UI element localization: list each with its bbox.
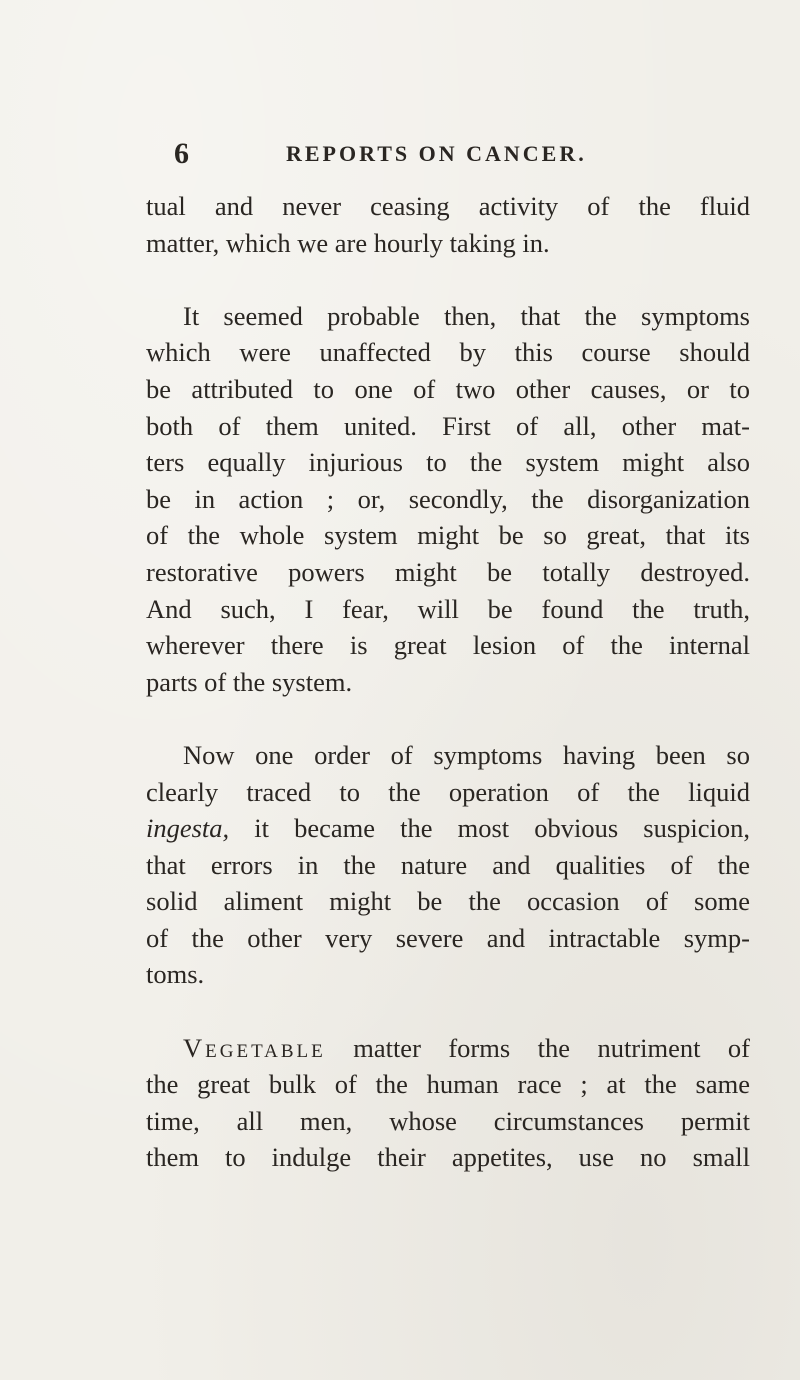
smallcaps-word: Vegetable xyxy=(183,1032,326,1063)
text-line: parts of the system. xyxy=(146,666,353,697)
text-line: ters equally injurious to the system might also xyxy=(146,447,750,478)
text-line: both of them united. First of all, other mat- xyxy=(146,410,750,441)
text-line: It seemed probable then, that the symptoms xyxy=(183,300,750,331)
paragraph-gap xyxy=(146,993,750,1030)
italic-word: ingesta, xyxy=(146,813,230,844)
text-line: Now one order of symptoms having been so xyxy=(183,739,750,770)
text-line xyxy=(146,1030,750,1067)
text-line: And such, I fear, will be found the truth, xyxy=(146,593,750,624)
paragraph-gap xyxy=(146,261,750,298)
text-line: toms. xyxy=(146,959,205,990)
text-line: be in action ; or, secondly, the disorganization xyxy=(146,483,750,514)
text-line: them to indulge their appetites, use no small xyxy=(146,1142,750,1173)
text-fragment: it became the most obvious suspicion, xyxy=(229,813,750,844)
text-line: that errors in the nature and qualities of the xyxy=(146,849,750,880)
text-line: clearly traced to the operation of the liquid xyxy=(146,776,750,807)
running-title: REPORTS ON CANCER. xyxy=(286,141,587,166)
paragraph-gap xyxy=(146,700,750,737)
text-line: solid aliment might be the occasion of some xyxy=(146,886,750,917)
text-line: tual and never ceasing activity of the fluid xyxy=(146,191,750,221)
text-line: time, all men, whose circumstances permit xyxy=(146,1105,750,1136)
text-line: of the whole system might be so great, that its xyxy=(146,520,750,551)
text-line: of the other very severe and intractable symp- xyxy=(146,922,750,953)
text-line: restorative powers might be totally destroyed. xyxy=(146,556,750,587)
text-line: matter, which we are hourly taking in. xyxy=(146,227,550,258)
body-text xyxy=(146,188,750,1176)
text-line: the great bulk of the human race ; at the same xyxy=(146,1069,750,1100)
page-number: 6 xyxy=(174,137,189,170)
text-line xyxy=(146,810,750,847)
text-line: wherever there is great lesion of the internal xyxy=(146,630,750,661)
text-line: be attributed to one of two other causes, or to xyxy=(146,373,750,404)
running-head xyxy=(174,134,734,174)
text-fragment: matter forms the nutriment of xyxy=(325,1032,750,1063)
text-line: which were unaffected by this course should xyxy=(146,337,750,368)
